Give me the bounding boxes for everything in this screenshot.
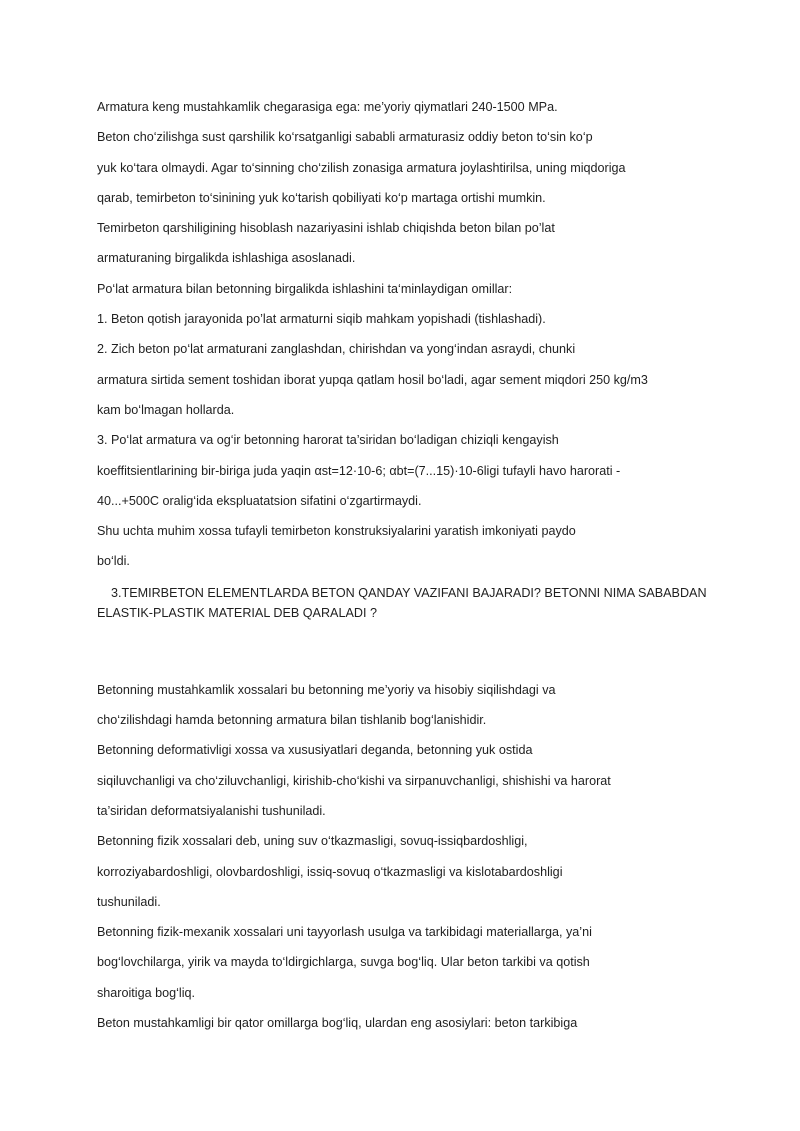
paragraph-line: Betonning mustahkamlik xossalari bu betonning me’yoriy va hisobiy siqilishdagi va <box>97 682 556 697</box>
document-body <box>97 92 717 1038</box>
heading-line-1: 3.TEMIRBETON ELEMENTLARDA BETON QANDAY VAZIFANI BAJARADI? BETONNI NIMA SABABDAN <box>111 585 707 600</box>
list-item-2-line: 2. Zich beton po‘lat armaturani zanglashdan, chirishdan va yong‘indan asraydi, chunki <box>97 342 576 357</box>
paragraph-line: cho‘zilishdagi hamda betonning armatura bilan tishlanib bog‘lanishidir. <box>97 713 487 728</box>
paragraph-line: Betonning fizik-mexanik xossalari uni tayyorlash usulga va tarkibidagi materiallarga, ya’ni <box>97 925 592 940</box>
paragraph-line: armaturaning birgalikda ishlashiga asoslanadi. <box>97 251 356 266</box>
paragraph-line: Betonning deformativligi xossa va xususiyatlari deganda, betonning yuk ostida <box>97 743 533 758</box>
paragraph-line: korroziyabardoshligi, olovbardoshligi, issiq-sovuq o‘tkazmasligi va kislotabardoshligi <box>97 864 563 879</box>
paragraph-line: tushuniladi. <box>97 894 161 909</box>
section-reinforcement <box>97 92 717 577</box>
list-item-2-line: armatura sirtida sement toshidan iborat yupqa qatlam hosil bo‘ladi, agar sement miqdori 250 kg/m3 <box>97 372 648 387</box>
paragraph-line: Betonning fizik xossalari deb, uning suv o‘tkazmasligi, sovuq-issiqbardoshligi, <box>97 834 528 849</box>
paragraph-line: Beton mustahkamligi bir qator omillarga bog‘liq, ulardan eng asosiylari: beton tarkibiga <box>97 1016 578 1031</box>
paragraph-line: qarab, temirbeton to‘sinining yuk ko‘tarish qobiliyati ko‘p martaga ortishi mumkin. <box>97 190 546 205</box>
paragraph-line: Armatura keng mustahkamlik chegarasiga ega: me’yoriy qiymatlari 240-1500 MPa. <box>97 100 558 114</box>
paragraph-line: Shu uchta muhim xossa tufayli temirbeton konstruksiyalarini yaratish imkoniyati paydo <box>97 524 576 539</box>
paragraph-line: bog‘lovchilarga, yirik va mayda to‘ldirgichlarga, suvga bog‘liq. Ular beton tarkibi va qotish <box>97 955 590 970</box>
paragraph-line: siqiluvchanligi va cho‘ziluvchanligi, kirishib-cho‘kishi va sirpanuvchanligi, shishishi va harorat <box>97 773 611 788</box>
paragraph-line: Beton cho‘zilishga sust qarshilik ko‘rsatganligi sababli armaturasiz oddiy beton to‘sin ko‘p <box>97 130 593 145</box>
paragraph-line: ta’siridan deformatsiyalanishi tushuniladi. <box>97 803 326 818</box>
spacer <box>97 623 717 675</box>
paragraph-line: sharoitiga bog‘liq. <box>97 985 196 1000</box>
list-item-3-line: 40...+500C oralig‘ida ekspluatatsion sifatini o‘zgartirmaydi. <box>97 493 422 508</box>
list-item-3-line: 3. Po‘lat armatura va og‘ir betonning harorat ta’siridan bo‘ladigan chiziqli kengayish <box>97 433 559 448</box>
list-item-3-line: koeffitsientlarining bir-biriga juda yaqin αst=12·10-6; αbt=(7...15)·10-6ligi tufayli havo harorati - <box>97 463 621 478</box>
paragraph-line: Temirbeton qarshiligining hisoblash nazariyasini ishlab chiqishda beton bilan po’lat <box>97 221 555 236</box>
section-heading <box>97 583 717 623</box>
paragraph-line: Po‘lat armatura bilan betonning birgalikda ishlashini ta‘minlaydigan omillar: <box>97 281 513 296</box>
list-item-2-line: kam bo‘lmagan hollarda. <box>97 402 235 417</box>
paragraph-line: yuk ko‘tara olmaydi. Agar to‘sinning cho‘zilish zonasiga armatura joylashtirilsa, uning miqdoriga <box>97 160 626 175</box>
heading-line-2: ELASTIK-PLASTIK MATERIAL DEB QARALADI ? <box>97 605 377 620</box>
paragraph-line: bo‘ldi. <box>97 554 130 569</box>
list-item-1-line: 1. Beton qotish jarayonida po’lat armaturni siqib mahkam yopishadi (tishlashadi). <box>97 312 546 327</box>
section-concrete-properties <box>97 675 717 1039</box>
